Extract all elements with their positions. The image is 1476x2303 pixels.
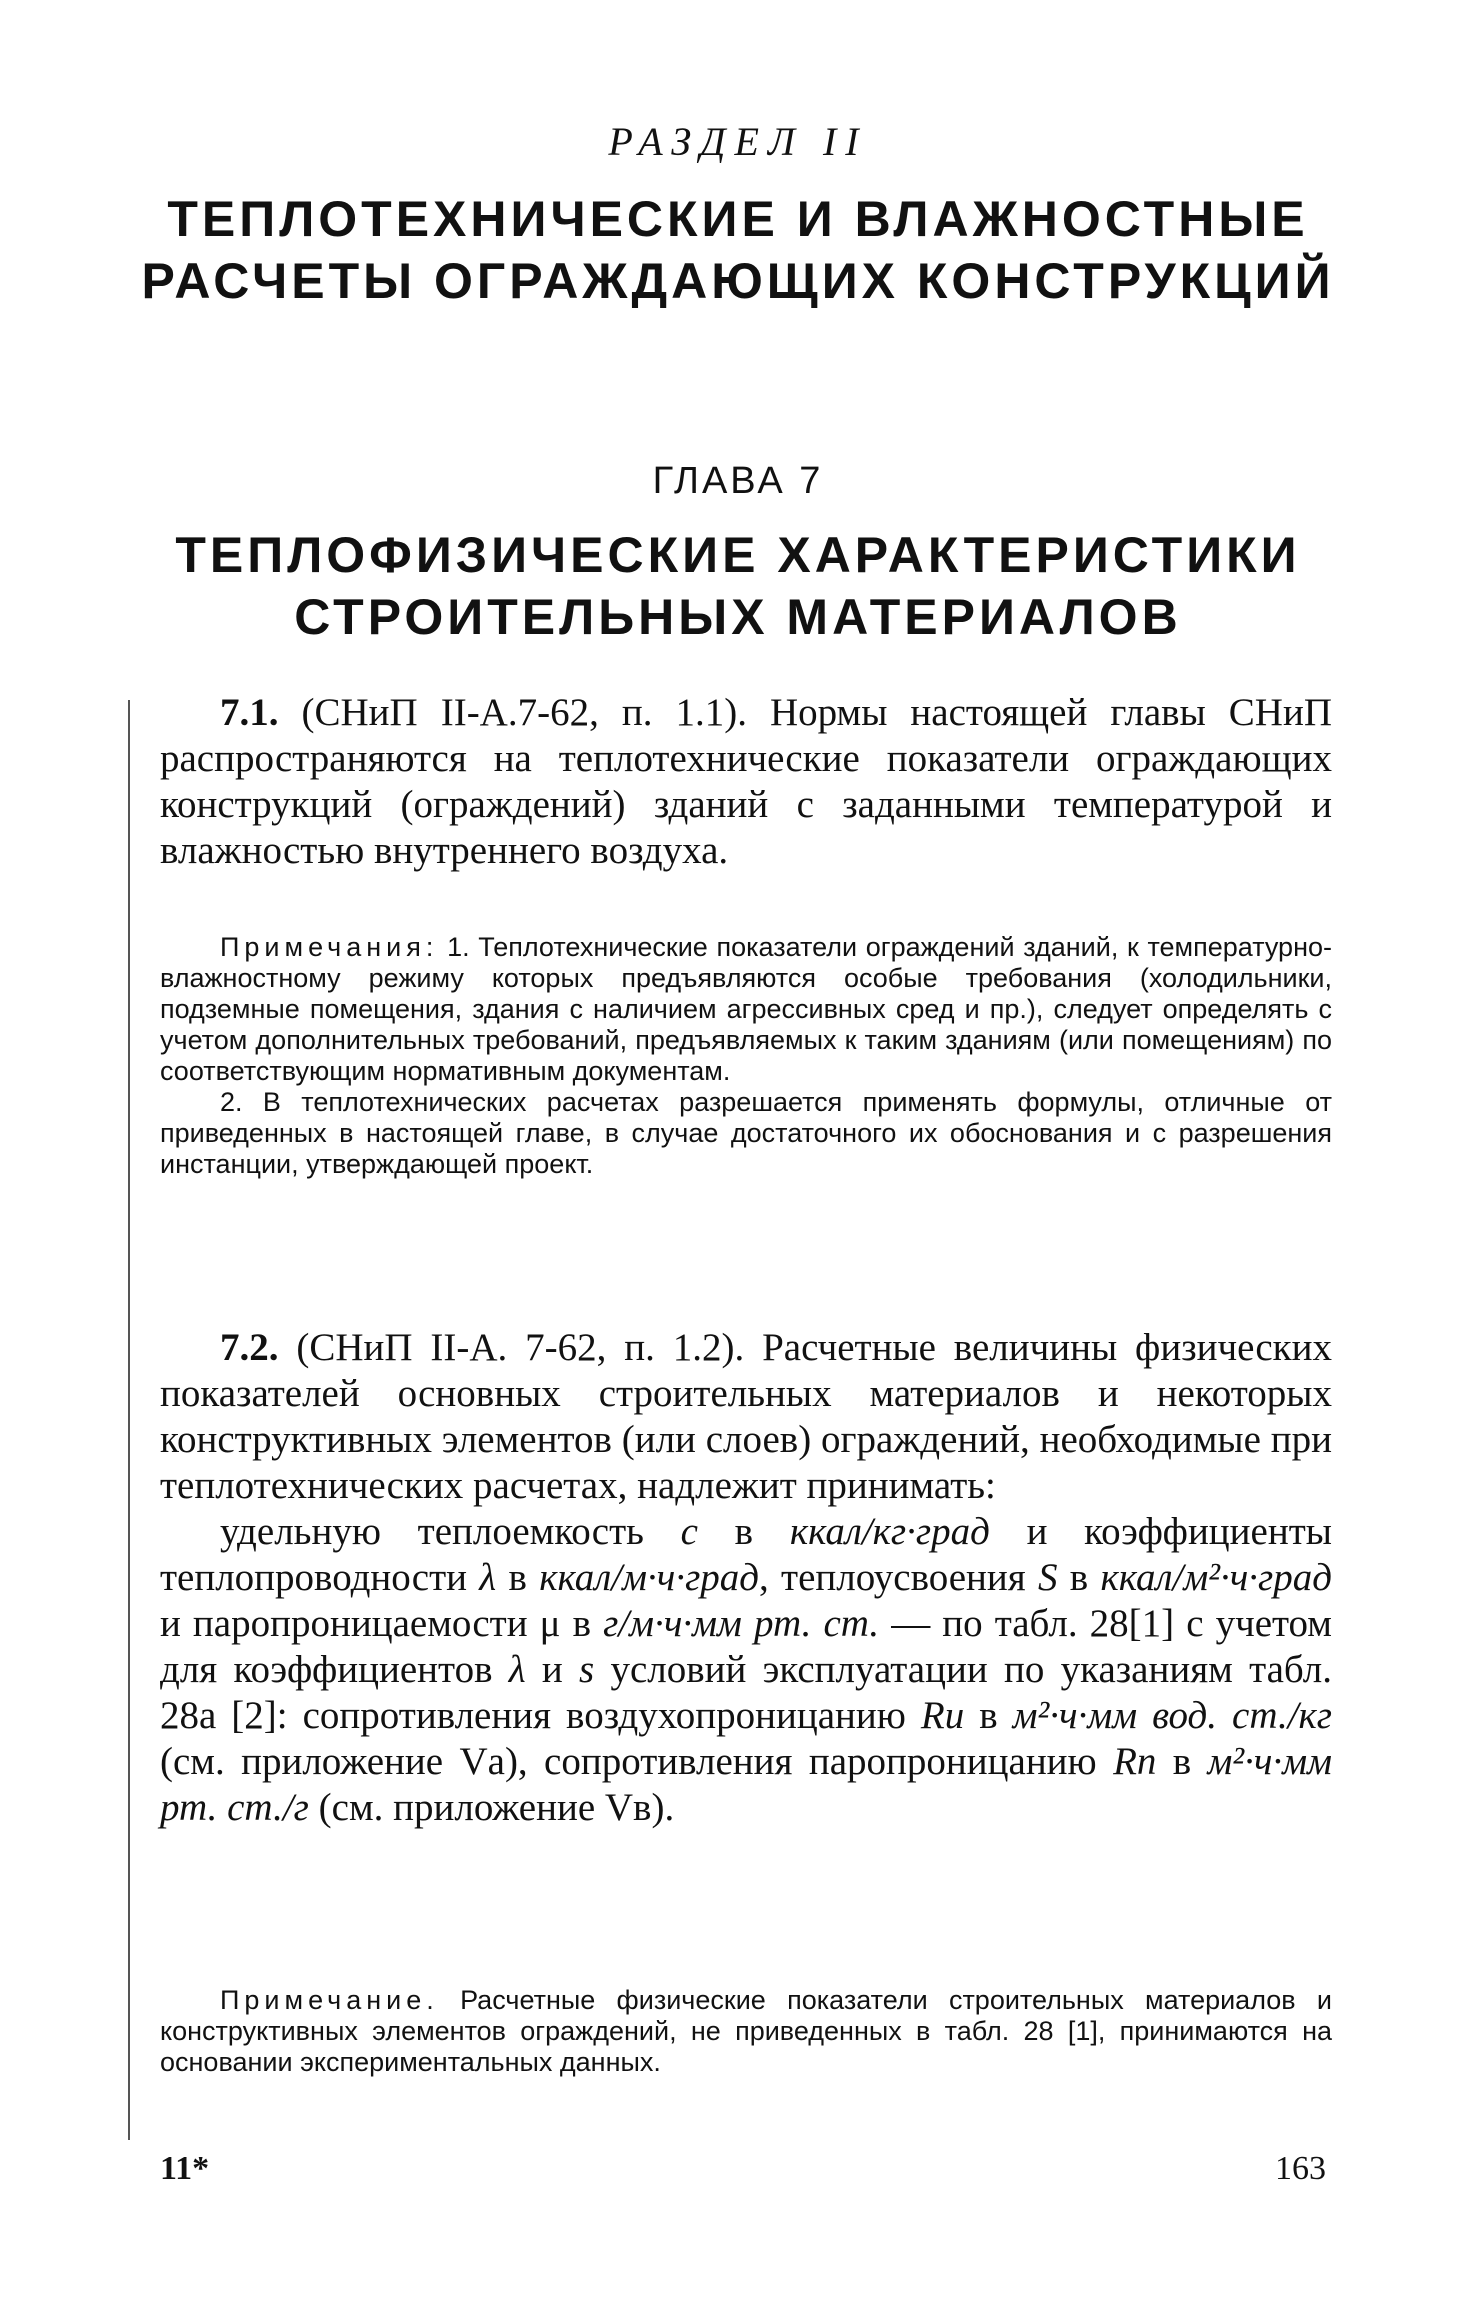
symbol-S: S [1037,1556,1058,1599]
symbol-c: c [680,1510,698,1553]
text-run: в [496,1556,540,1599]
section-title-line-1: ТЕПЛОТЕХНИЧЕСКИЕ И ВЛАЖНОСТНЫЕ [167,191,1309,247]
notes-7-1 [160,932,1332,1180]
symbol-R-p: Rп [1113,1740,1157,1783]
clause-7-2-paragraph-2 [160,1509,1332,1831]
text-run: и коэффициенты теплопроводности [160,1510,1332,1599]
text-run: в [964,1694,1013,1737]
chapter-title-line-2: СТРОИТЕЛЬНЫХ МАТЕРИАЛОВ [294,589,1182,645]
symbol-s-lower: s [579,1648,595,1691]
note-7-2-text: Расчетные физические показатели строительных материалов и конструктивных элементов ограждений, не приведенных в табл. 28 [1], принимаются на основании экспериментальных данных. [160,1985,1332,2077]
text-run: в [1156,1740,1208,1783]
clause-7-1 [160,690,1332,874]
note-7-2 [160,1985,1332,2078]
section-label: РАЗДЕЛ II [608,119,868,164]
text-run: — по табл. 28[1] с учетом для коэффициентов [160,1602,1332,1691]
section-title-line-2: РАСЧЕТЫ ОГРАЖДАЮЩИХ КОНСТРУКЦИЙ [141,253,1335,309]
chapter-title-line-1: ТЕПЛОФИЗИЧЕСКИЕ ХАРАКТЕРИСТИКИ [175,527,1301,583]
text-run: , теплоусвоения [759,1556,1038,1599]
text-run: в [1057,1556,1101,1599]
text-run: (см. приложение Vв). [308,1786,675,1829]
text-run: и [525,1648,580,1691]
section-title [0,188,1476,312]
clause-7-1-text: (СНиП II-А.7-62, п. 1.1). Нормы настоящей главы СНиП распространяются на теплотехнические показатели ограждающих конструкций (ограждений) зданий с заданными температурой и влажностью внутреннего воздуха. [160,691,1332,872]
notes-7-1-item-1: 1. Теплотехнические показатели ограждений зданий, к температурно-влажностному режиму которых предъявляются особые требования (холодильники, подземные помещения, здания с наличием агрессивных сред и пр.), следует определять с учетом дополнительных требований, предъявляемых к таким зданиям (или помещениям) по соответствующим нормативным документам. [160,932,1332,1086]
note-7-2-heading: Примечание. [220,1985,439,2015]
symbol-lambda: λ [479,1556,497,1599]
clause-7-1-number: 7.1. [220,691,279,734]
text-run: в [697,1510,790,1553]
unit-vapor-resistance: м²·ч·мм рт. ст./г [160,1740,1332,1829]
page-number: 163 [1275,2150,1326,2187]
margin-change-bar [128,700,130,2140]
text-run: и паропроницаемости [160,1602,540,1645]
text-run: удельную теплоемкость [220,1510,681,1553]
symbol-R-i: Rи [920,1694,965,1737]
notes-7-1-heading: Примечания: [220,932,439,962]
notes-7-1-item-2: 2. В теплотехнических расчетах разрешается применять формулы, отличные от приведенных в настоящей главе, в случае достаточного их обоснования и с разрешения инстанции, утверждающей проект. [160,1087,1332,1179]
clause-7-2-number: 7.2. [220,1326,279,1369]
text-run: в [560,1602,604,1645]
unit-absorption: ккал/м²·ч·град [1100,1556,1332,1599]
clause-7-2 [160,1325,1332,1831]
unit-heat-capacity: ккал/кг·град [789,1510,990,1553]
text-run: (см. приложение Vа), сопротивления паропроницанию [160,1740,1114,1783]
symbol-lambda-2: λ [508,1648,526,1691]
unit-vapor-permeability: г/м·ч·мм рт. ст. [603,1602,880,1645]
clause-7-2-text: (СНиП II-А. 7-62, п. 1.2). Расчетные величины физических показателей основных строительных материалов и некоторых конструктивных элементов (или слоев) ограждений, необходимые при теплотехнических расчетах, надлежит принимать: [160,1326,1332,1507]
chapter-label: ГЛАВА 7 [652,460,824,502]
text-run: условий эксплуатации по указаниям табл. 28а [2]: сопротивления воздухопроницанию [160,1648,1333,1737]
unit-air-resistance: м²·ч·мм вод. ст./кг [1012,1694,1333,1737]
chapter-title [0,524,1476,648]
symbol-mu: μ [539,1602,561,1645]
signature-mark: 11* [160,2150,210,2187]
unit-conductivity: ккал/м·ч·град [539,1556,760,1599]
